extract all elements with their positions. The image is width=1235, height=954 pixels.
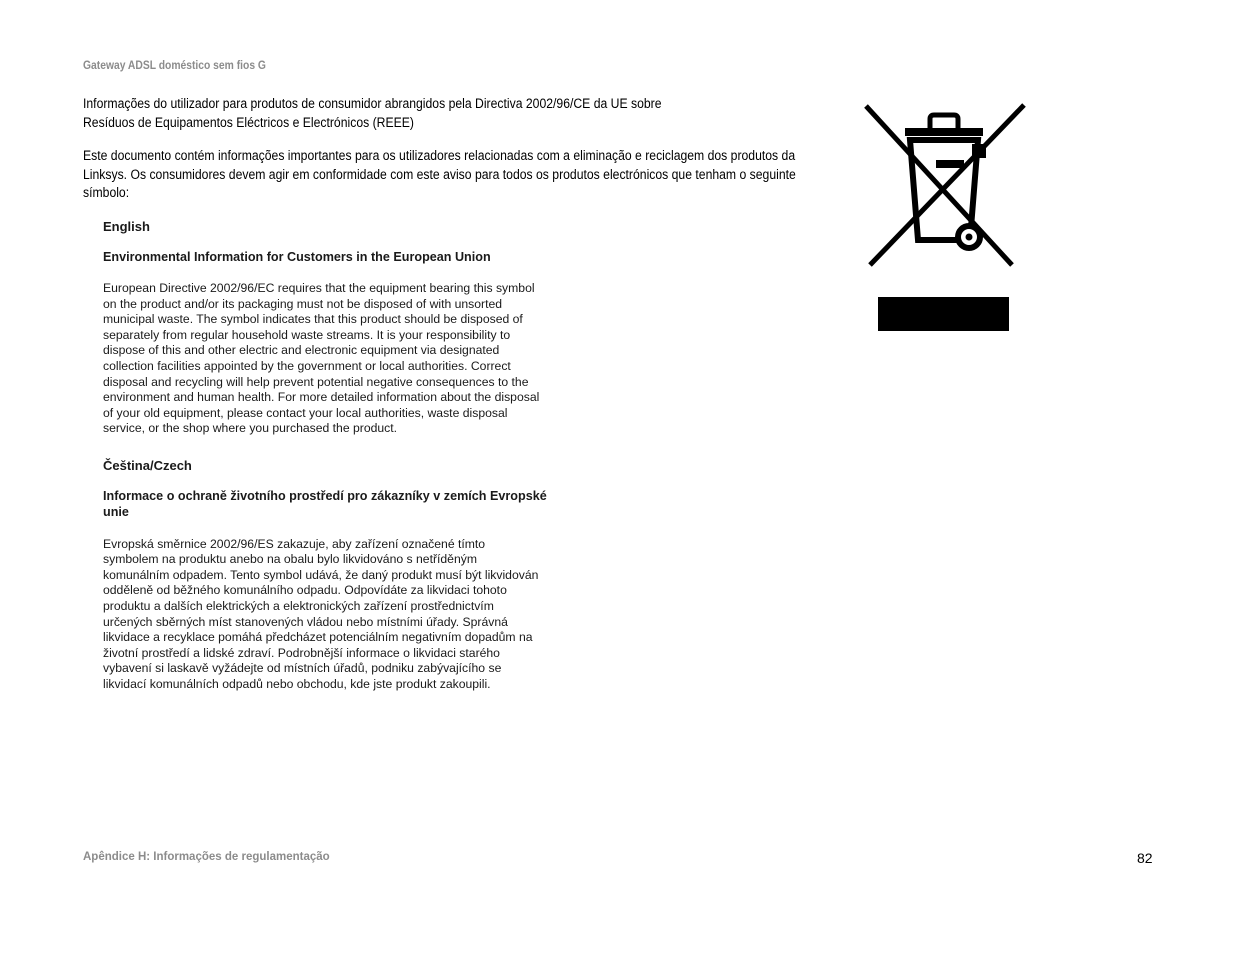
title-line: Informace o ochraně životního prostředí pro zákazníky v zemích Evropské (103, 488, 547, 503)
body-line: životní prostředí a lidské zdraví. Podrobnější informace o likvidaci starého (103, 645, 500, 660)
body-line: produktu a dalších elektrických a elektronických zařízení prostřednictvím (103, 599, 494, 613)
body-line: on the product and/or its packaging must not be disposed of with unsorted (103, 296, 503, 311)
intro-block (83, 95, 805, 203)
page-number: 82 (1137, 850, 1153, 866)
crossed-out-wheelie-bin-icon (862, 102, 1028, 268)
section-title-czech (103, 488, 643, 521)
body-line: collection facilities appointed by the government or local authorities. Correct (103, 359, 511, 374)
body-line: určených sběrných míst stanovených vládou nebo místními úřady. Správná (103, 614, 508, 629)
body-line: of your old equipment, please contact your local authorities, waste disposal (103, 405, 508, 420)
body-line: likvidací komunálních odpadů nebo obchodu, kde jste produkt zakoupili. (103, 676, 491, 691)
body-line: likvidace a recyklace pomáhá předcházet potenciálním negativním dopadům na (103, 630, 533, 645)
section-body-czech (103, 537, 643, 693)
section-language-czech: Čeština/Czech (103, 458, 192, 474)
body-line: separately from regular household waste streams. It is your responsibility to (103, 327, 511, 342)
intro-paragraph: Este documento contém informações importantes para os utilizadores relacionadas com a eliminação e reciclagem dos produtos da Linksys. Os consumidores devem agir em conformidade com este aviso para todos os produtos electrónicos que tenham o seguinte símbolo: (83, 148, 796, 202)
intro-heading (83, 95, 805, 132)
body-line: Evropská směrnice 2002/96/ES zakazuje, aby zařízení označené tímto (103, 536, 486, 551)
body-line: environment and human health. For more detailed information about the disposal (103, 390, 540, 405)
body-line: vybavení si laskavě vyžádejte od místních úřadů, podniku zabývajícího se (103, 661, 502, 676)
section-language-english: English (103, 219, 150, 234)
body-line: municipal waste. The symbol indicates that this product should be disposed of (103, 312, 523, 327)
section-body-english (103, 281, 643, 437)
running-header: Gateway ADSL doméstico sem fios G (83, 58, 266, 72)
black-bar-below-symbol (878, 297, 1009, 331)
body-line: komunálním odpadem. Tento symbol udává, že daný produkt musí být likvidován (103, 567, 539, 582)
body-line: service, or the shop where you purchased the product. (103, 421, 398, 436)
footer-section-title: Apêndice H: Informações de regulamentação (83, 851, 330, 863)
body-line: dispose of this and other electric and electronic equipment via designated (103, 343, 500, 358)
intro-heading-line-2: Resíduos de Equipamentos Eléctricos e Electrónicos (REEE) (83, 114, 414, 131)
title-line: unie (103, 505, 129, 520)
scanned-weee-notice (103, 219, 643, 693)
body-line: odděleně od běžného komunálního odpadu. Odpovídáte za likvidaci tohoto (103, 583, 507, 598)
section-title-english: Environmental Information for Customers in the European Union (103, 249, 491, 264)
body-line: European Directive 2002/96/EC requires that the equipment bearing this symbol (103, 281, 535, 296)
intro-heading-line-1: Informações do utilizador para produtos de consumidor abrangidos pela Directiva 2002/96/CE da UE sobre (83, 96, 662, 112)
body-line: symbolem na produktu anebo na obalu bylo likvidováno s netříděným (103, 552, 477, 567)
body-line: disposal and recycling will help prevent potential negative consequences to the (103, 374, 529, 389)
